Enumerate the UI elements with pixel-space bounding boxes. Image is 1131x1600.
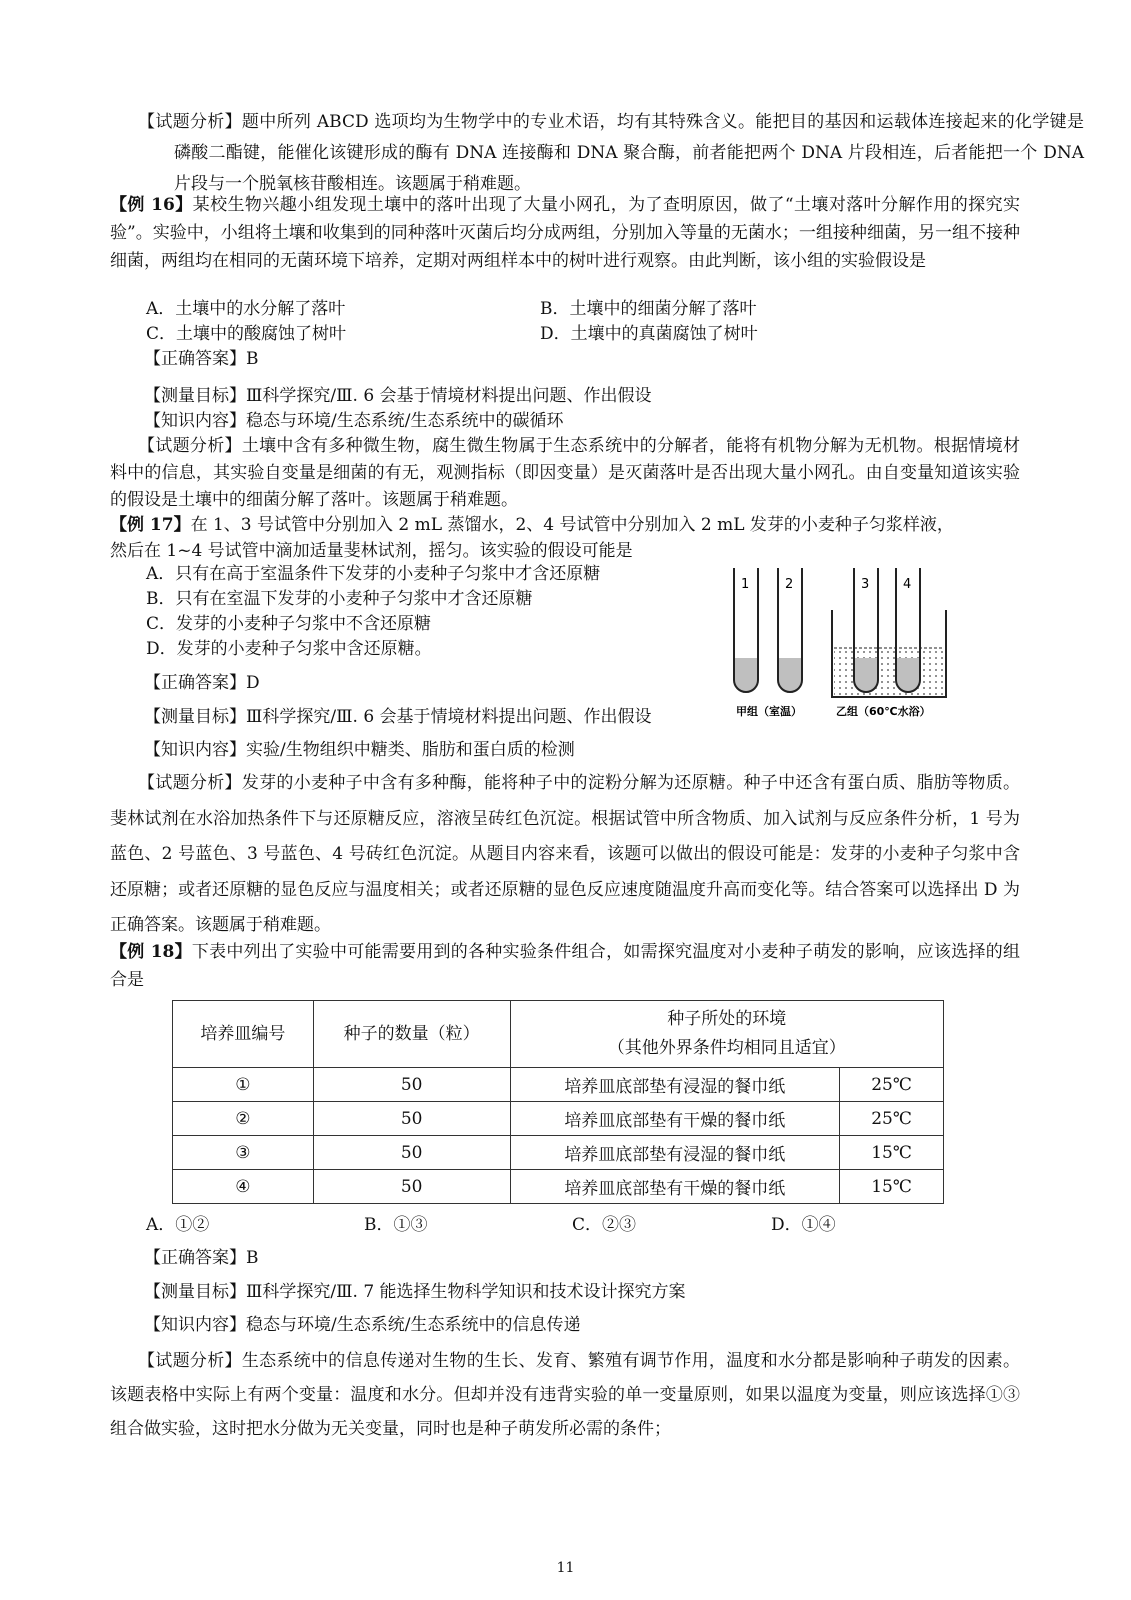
test-tube-4 xyxy=(896,568,920,692)
answer-value: B xyxy=(246,1248,259,1268)
header-dish-number: 培养皿编号 xyxy=(173,1001,314,1068)
ex18-knowledge xyxy=(144,1313,580,1338)
ex18-stem xyxy=(110,938,1020,994)
cell-env: 培养皿底部垫有干燥的餐巾纸 xyxy=(510,1102,840,1136)
ex17-stem xyxy=(110,512,1020,564)
ex17-target xyxy=(144,705,652,730)
table-row xyxy=(173,1136,944,1170)
ex16-target xyxy=(144,384,652,409)
target-tag: 【测量目标】 xyxy=(144,1282,246,1302)
ex18-stem-text: 下表中列出了实验中可能需要用到的各种实验条件组合，如需探究温度对小麦种子萌发的影响，应该选择的组合是 xyxy=(110,942,1021,990)
prev-analysis-text: 题中所列 ABCD 选项均为生物学中的专业术语，均有其特殊含义。能把目的基因和运载体连接起来的化学键是磷酸二酯键，能催化该键形成的酶有 DNA 连接酶和 DNA 聚合酶，前者能把两个 DNA 片段相连，后者能把一个 DNA 片段与一个脱氧核苷酸相连。该题属于稍难题。 xyxy=(174,112,1085,194)
ex18-option-b: B．①③ xyxy=(364,1215,428,1235)
prev-analysis xyxy=(110,107,1084,200)
tube-label-2: 2 xyxy=(785,577,794,592)
ex18-tag: 【例 18】 xyxy=(110,942,192,962)
knowledge-text: 稳态与环境/生态系统/生态系统中的碳循环 xyxy=(246,411,564,431)
cell-count: 50 xyxy=(313,1136,510,1170)
target-tag: 【测量目标】 xyxy=(144,707,246,727)
cell-env: 培养皿底部垫有浸湿的餐巾纸 xyxy=(510,1136,840,1170)
tube-label-1: 1 xyxy=(741,577,750,592)
ex17-analysis xyxy=(110,766,1020,944)
water-bath xyxy=(832,610,946,697)
ex16-analysis xyxy=(110,433,1020,514)
analysis-text: 发芽的小麦种子中含有多种酶，能将种子中的淀粉分解为还原糖。种子中还含有蛋白质、脂肪等物质。斐林试剂在水浴加热条件下与还原糖反应，溶液呈砖红色沉淀。根据试管中所含物质、加入试剂与反应条件分析，1 号为蓝色、2 号蓝色、3 号蓝色、4 号砖红色沉淀。从题目内容来看，该题可以做出的假设可能是：发芽的小麦种子匀浆中含还原糖；或者还原糖的显色反应与温度相关；或者还原糖的显色反应速度随温度升高而变化等。结合答案可以选择出 D 为正确答案。该题属于稍难题。 xyxy=(110,773,1021,935)
ex17-option-a: A．只有在高于室温条件下发芽的小麦种子匀浆中才含还原糖 xyxy=(146,564,601,584)
ex17-stem-line1: 在 1、3 号试管中分别加入 2 mL 蒸馏水，2、4 号试管中分别加入 2 mL 发芽的小麦种子匀浆样液， xyxy=(190,515,954,535)
test-tube-3 xyxy=(854,568,878,692)
cell-temp: 15℃ xyxy=(840,1170,944,1204)
table-header-row xyxy=(173,1001,944,1068)
ex17-answer xyxy=(144,671,260,696)
test-tube-figure xyxy=(724,560,964,725)
ex16-option-b: B．土壤中的细菌分解了落叶 xyxy=(540,299,757,319)
target-text: Ⅲ科学探究/Ⅲ. 7 能选择生物科学知识和技术设计探究方案 xyxy=(246,1282,686,1302)
analysis-tag: 【试题分析】 xyxy=(138,1351,242,1371)
test-tube-2 xyxy=(778,568,802,692)
analysis-tag: 【试题分析】 xyxy=(138,773,242,793)
cell-env: 培养皿底部垫有浸湿的餐巾纸 xyxy=(510,1068,840,1102)
ex16-stem-text: 某校生物兴趣小组发现土壤中的落叶出现了大量小网孔，为了查明原因，做了“土壤对落叶分解作用的探究实验”。实验中，小组将土壤和收集到的同种落叶灭菌后均分成两组，分别加入等量的无菌水；一组接种细菌，另一组不接种细菌，两组均在相同的无菌环境下培养，定期对两组样本中的树叶进行观察。由此判断，该小组的实验假设是 xyxy=(110,195,1020,271)
target-text: Ⅲ科学探究/Ⅲ. 6 会基于情境材料提出问题、作出假设 xyxy=(246,707,652,727)
ex16-tag: 【例 16】 xyxy=(110,195,193,215)
ex18-option-a: A．①② xyxy=(146,1215,210,1235)
header-env-line1: 种子所处的环境 xyxy=(667,1009,787,1029)
ex18-analysis xyxy=(110,1344,1020,1446)
knowledge-text: 实验/生物组织中糖类、脂肪和蛋白质的检测 xyxy=(246,740,575,760)
analysis-tag: 【试题分析】 xyxy=(138,436,242,456)
ex17-stem-line2: 然后在 1~4 号试管中滴加适量斐林试剂，摇匀。该实验的假设可能是 xyxy=(110,541,633,561)
ex17-knowledge xyxy=(144,738,575,763)
cell-dish: ③ xyxy=(173,1136,314,1170)
answer-tag: 【正确答案】 xyxy=(144,349,246,369)
header-environment xyxy=(510,1001,943,1068)
cell-temp: 15℃ xyxy=(840,1136,944,1170)
cell-count: 50 xyxy=(313,1102,510,1136)
cell-temp: 25℃ xyxy=(840,1102,944,1136)
ex18-option-d: D．①④ xyxy=(771,1215,836,1235)
ex16-answer xyxy=(144,347,259,372)
test-tube-1 xyxy=(734,568,758,692)
knowledge-tag: 【知识内容】 xyxy=(144,740,246,760)
knowledge-text: 稳态与环境/生态系统/生态系统中的信息传递 xyxy=(246,1315,581,1335)
target-text: Ⅲ科学探究/Ⅲ. 6 会基于情境材料提出问题、作出假设 xyxy=(246,386,652,406)
cell-dish: ① xyxy=(173,1068,314,1102)
table-row xyxy=(173,1102,944,1136)
header-env-line2: （其他外界条件均相同且适宜） xyxy=(607,1038,846,1058)
answer-value: B xyxy=(246,349,259,369)
table-row xyxy=(173,1068,944,1102)
cell-count: 50 xyxy=(313,1170,510,1204)
cell-dish: ② xyxy=(173,1102,314,1136)
ex18-option-c: C．②③ xyxy=(572,1215,637,1235)
group-b-label: 乙组（60℃水浴） xyxy=(836,705,931,718)
tube-label-4: 4 xyxy=(903,577,912,592)
target-tag: 【测量目标】 xyxy=(144,386,246,406)
ex16-stem xyxy=(110,191,1020,275)
ex18-target xyxy=(144,1280,686,1305)
ex18-answer xyxy=(144,1246,259,1271)
cell-env: 培养皿底部垫有干燥的餐巾纸 xyxy=(510,1170,840,1204)
analysis-text: 生态系统中的信息传递对生物的生长、发育、繁殖有调节作用，温度和水分都是影响种子萌发的因素。该题表格中实际上有两个变量：温度和水分。但却并没有违背实验的单一变量原则，如果以温度为变量，则应该选择①③组合做实验，这时把水分做为无关变量，同时也是种子萌发所必需的条件； xyxy=(110,1351,1021,1439)
ex16-knowledge xyxy=(144,409,563,434)
ex16-option-a: A．土壤中的水分解了落叶 xyxy=(146,299,346,319)
seed-condition-table xyxy=(172,1000,944,1204)
cell-dish: ④ xyxy=(173,1170,314,1204)
knowledge-tag: 【知识内容】 xyxy=(144,1315,246,1335)
tube-label-3: 3 xyxy=(861,577,870,592)
answer-tag: 【正确答案】 xyxy=(144,673,246,693)
ex16-option-c: C．土壤中的酸腐蚀了树叶 xyxy=(146,324,347,344)
page-number: 11 xyxy=(556,1560,575,1576)
cell-count: 50 xyxy=(313,1068,510,1102)
ex17-option-b: B．只有在室温下发芽的小麦种子匀浆中才含还原糖 xyxy=(146,589,533,609)
header-seed-count: 种子的数量（粒） xyxy=(313,1001,510,1068)
table-row xyxy=(173,1170,944,1204)
group-a-label: 甲组（室温） xyxy=(736,705,802,718)
ex17-option-d: D．发芽的小麦种子匀浆中含还原糖。 xyxy=(146,639,432,659)
analysis-text: 土壤中含有多种微生物，腐生微生物属于生态系统中的分解者，能将有机物分解为无机物。根据情境材料中的信息，其实验自变量是细菌的有无，观测指标（即因变量）是灭菌落叶是否出现大量小网孔。由自变量知道该实验的假设是土壤中的细菌分解了落叶。该题属于稍难题。 xyxy=(110,436,1021,510)
prev-analysis-tag: 【试题分析】 xyxy=(138,112,242,132)
ex17-option-c: C．发芽的小麦种子匀浆中不含还原糖 xyxy=(146,614,432,634)
answer-value: D xyxy=(246,673,260,693)
ex16-option-d: D．土壤中的真菌腐蚀了树叶 xyxy=(540,324,758,344)
ex17-tag: 【例 17】 xyxy=(110,515,191,535)
answer-tag: 【正确答案】 xyxy=(144,1248,246,1268)
cell-temp: 25℃ xyxy=(840,1068,944,1102)
knowledge-tag: 【知识内容】 xyxy=(144,411,246,431)
